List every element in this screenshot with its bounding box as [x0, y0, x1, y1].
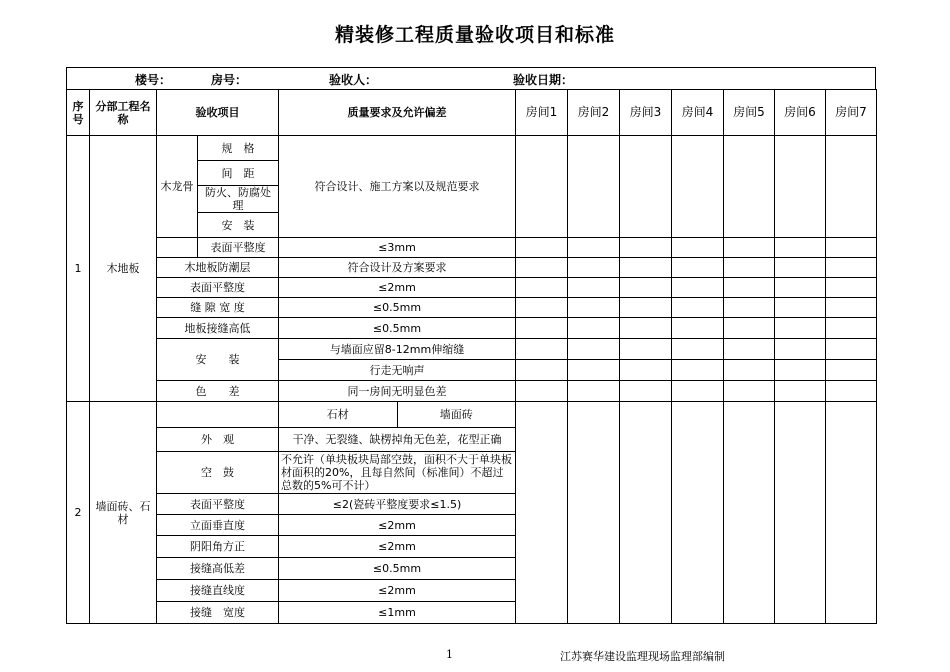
- room-cell[interactable]: [672, 298, 724, 318]
- room-cell[interactable]: [775, 238, 826, 258]
- section2-seq: 2: [67, 402, 90, 624]
- room-cell[interactable]: [724, 402, 775, 624]
- room-cell[interactable]: [672, 278, 724, 298]
- table-row: [67, 136, 877, 161]
- inspection-sheet: [66, 67, 876, 624]
- room-cell[interactable]: [775, 339, 826, 360]
- room-cell[interactable]: [672, 402, 724, 624]
- table-row: [67, 278, 877, 298]
- table-row: [67, 318, 877, 339]
- hollow-label: 空 鼓: [157, 452, 279, 494]
- room-cell[interactable]: [775, 381, 826, 402]
- inspector-label: 验收人：: [329, 73, 378, 87]
- section2-division: 墙面砖、石材: [90, 402, 157, 624]
- page-number: 1: [446, 648, 453, 661]
- room-cell[interactable]: [826, 402, 877, 624]
- section1-division: 木地板: [90, 136, 157, 402]
- col-tile: 墙面砖: [439, 408, 473, 421]
- room-cell[interactable]: [620, 318, 672, 339]
- room-cell[interactable]: [568, 339, 620, 360]
- room-cell[interactable]: [620, 136, 672, 238]
- joint-straight: 接缝直线度: [157, 580, 279, 602]
- room-cell[interactable]: [568, 381, 620, 402]
- appearance-std: 干净、无裂缝、缺楞掉角无色差，花型正确: [279, 428, 516, 452]
- room-cell[interactable]: [620, 381, 672, 402]
- room-cell[interactable]: [620, 402, 672, 624]
- room-cell[interactable]: [826, 339, 877, 360]
- building-label: 楼号：: [135, 73, 172, 87]
- room-cell[interactable]: [724, 318, 775, 339]
- table-row: [67, 381, 877, 402]
- room-cell[interactable]: [724, 360, 775, 381]
- room-cell[interactable]: [568, 402, 620, 624]
- room-cell[interactable]: [826, 318, 877, 339]
- keel-item-spacing: 间 距: [198, 161, 279, 186]
- header-division: 分部工程名称: [90, 90, 157, 136]
- joint-height-std: ≤0.5mm: [279, 318, 516, 339]
- room-cell[interactable]: [672, 258, 724, 278]
- keel-standard: 符合设计、施工方案以及规范要求: [279, 136, 516, 238]
- gap-width: 缝 隙 宽 度: [157, 298, 279, 318]
- moisture-label: 木地板防潮层: [157, 258, 279, 278]
- keel-item-fireproof: 防火、防腐处理: [198, 186, 279, 213]
- hollow-std: 不允许（单块板块局部空鼓，面积不大于单块板材面积的20%，且每自然间（标准间）不超过总数的5%可不计）: [279, 452, 516, 494]
- room-cell[interactable]: [775, 136, 826, 238]
- surface-flat-2: 表面平整度: [157, 278, 279, 298]
- table-row: [67, 339, 877, 360]
- room-cell[interactable]: [620, 258, 672, 278]
- room-cell[interactable]: [568, 318, 620, 339]
- footer-org: 江苏赛华建设监理现场监理部编制: [560, 650, 725, 663]
- room-cell[interactable]: [516, 278, 568, 298]
- install-std-1: 与墙面应留8-12mm伸缩缝: [279, 339, 516, 360]
- room-cell[interactable]: [724, 278, 775, 298]
- room-label: 房号：: [211, 73, 248, 87]
- room-cell[interactable]: [672, 360, 724, 381]
- room-cell[interactable]: [516, 381, 568, 402]
- gap-width-std: ≤0.5mm: [279, 298, 516, 318]
- room-cell[interactable]: [620, 278, 672, 298]
- room-cell[interactable]: [724, 298, 775, 318]
- joint-height-s2: 接缝高低差: [157, 558, 279, 580]
- room-cell[interactable]: [826, 278, 877, 298]
- room-cell[interactable]: [775, 318, 826, 339]
- room-cell[interactable]: [775, 298, 826, 318]
- header-room-1: 房间1: [516, 90, 568, 136]
- room-cell[interactable]: [826, 258, 877, 278]
- room-cell[interactable]: [826, 298, 877, 318]
- surface-flat-1: 表面平整度: [198, 238, 279, 258]
- room-cell[interactable]: [568, 238, 620, 258]
- room-cell[interactable]: [826, 360, 877, 381]
- joint-height: 地板接缝高低: [157, 318, 279, 339]
- vertical-label: 立面垂直度: [157, 515, 279, 536]
- color-std: 同一房间无明显色差: [279, 381, 516, 402]
- color-label: 色 差: [157, 381, 279, 402]
- corner-std: ≤2mm: [279, 536, 516, 558]
- room-cell[interactable]: [672, 238, 724, 258]
- room-cell[interactable]: [724, 339, 775, 360]
- room-cell[interactable]: [724, 238, 775, 258]
- room-cell[interactable]: [672, 381, 724, 402]
- section1-seq: 1: [67, 136, 90, 402]
- room-cell[interactable]: [568, 360, 620, 381]
- room-cell[interactable]: [516, 402, 568, 624]
- joint-height-s2-std: ≤0.5mm: [279, 558, 516, 580]
- appearance-label: 外 观: [157, 428, 279, 452]
- header-room-4: 房间4: [672, 90, 724, 136]
- room-cell[interactable]: [672, 339, 724, 360]
- room-cell[interactable]: [568, 278, 620, 298]
- room-cell[interactable]: [775, 360, 826, 381]
- document-title: 精装修工程质量验收项目和标准: [334, 24, 615, 46]
- joint-width-std: ≤1mm: [279, 602, 516, 624]
- room-cell[interactable]: [724, 258, 775, 278]
- install-std-2: 行走无响声: [279, 360, 516, 381]
- room-cell[interactable]: [620, 238, 672, 258]
- room-cell[interactable]: [568, 258, 620, 278]
- room-cell[interactable]: [724, 136, 775, 238]
- surface-flat-2-std: ≤2mm: [279, 278, 516, 298]
- room-cell[interactable]: [620, 360, 672, 381]
- joint-width: 接缝 宽度: [157, 602, 279, 624]
- header-item: 验收项目: [157, 90, 279, 136]
- header-room-6: 房间6: [775, 90, 826, 136]
- keel-item-spec: 规 格: [198, 136, 279, 161]
- room-cell[interactable]: [672, 318, 724, 339]
- room-cell[interactable]: [826, 381, 877, 402]
- table-row: [67, 258, 877, 278]
- room-cell[interactable]: [568, 298, 620, 318]
- room-cell[interactable]: [620, 339, 672, 360]
- room-cell[interactable]: [516, 360, 568, 381]
- keel-item-install: 安 装: [198, 213, 279, 238]
- header-standard: 质量要求及允许偏差: [279, 90, 516, 136]
- room-cell[interactable]: [516, 136, 568, 238]
- col-stone: 石材: [279, 402, 398, 427]
- info-row: [66, 67, 876, 89]
- room-cell[interactable]: [620, 298, 672, 318]
- vertical-std: ≤2mm: [279, 515, 516, 536]
- inspection-table: [66, 89, 877, 624]
- surface-flat-s2: 表面平整度: [157, 494, 279, 515]
- header-room-7: 房间7: [826, 90, 877, 136]
- keel-label: 木龙骨: [157, 136, 198, 238]
- corner-label: 阴阳角方正: [157, 536, 279, 558]
- table-row: [67, 238, 877, 258]
- room-cell[interactable]: [568, 136, 620, 238]
- install-label: 安 装: [157, 339, 279, 381]
- header-room-2: 房间2: [568, 90, 620, 136]
- room-cell[interactable]: [516, 298, 568, 318]
- table-row: [67, 298, 877, 318]
- room-cell[interactable]: [775, 402, 826, 624]
- room-cell[interactable]: [826, 136, 877, 238]
- room-cell[interactable]: [775, 278, 826, 298]
- room-cell[interactable]: [672, 136, 724, 238]
- section2-subheader: [279, 402, 516, 428]
- room-cell[interactable]: [516, 258, 568, 278]
- moisture-std: 符合设计及方案要求: [279, 258, 516, 278]
- header-room-3: 房间3: [620, 90, 672, 136]
- keel-empty: [157, 238, 198, 258]
- room-cell[interactable]: [516, 339, 568, 360]
- section2-col-empty: [157, 402, 279, 428]
- room-cell[interactable]: [826, 238, 877, 258]
- surface-flat-1-std: ≤3mm: [279, 238, 516, 258]
- header-row: [67, 90, 877, 136]
- room-cell[interactable]: [724, 381, 775, 402]
- room-cell[interactable]: [775, 258, 826, 278]
- header-seq: 序号: [67, 90, 90, 136]
- date-label: 验收日期：: [513, 73, 574, 87]
- room-cell[interactable]: [516, 238, 568, 258]
- table-row: [67, 402, 877, 428]
- header-room-5: 房间5: [724, 90, 775, 136]
- room-cell[interactable]: [516, 318, 568, 339]
- joint-straight-std: ≤2mm: [279, 580, 516, 602]
- surface-flat-s2-std: ≤2(瓷砖平整度要求≤1.5): [279, 494, 516, 515]
